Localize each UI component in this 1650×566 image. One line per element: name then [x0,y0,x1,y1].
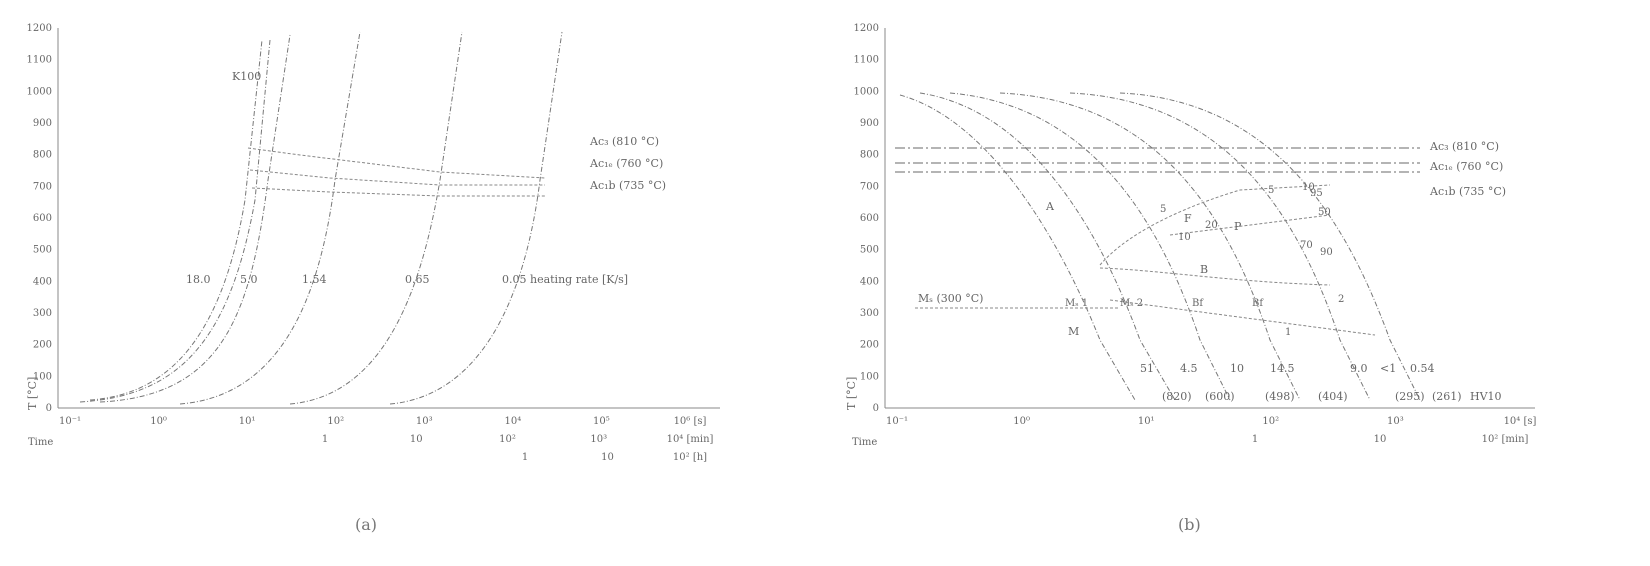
ac1b-label-a: Ac₁b (735 °C) [590,179,667,192]
x-ticks-seconds-b [886,416,1537,427]
transformation-percent: 1 [1285,327,1292,338]
y-tick-label: 1200 [26,23,52,34]
curve-0.65 [290,32,462,404]
marker-bf2: Bf [1252,298,1264,309]
cooling-curve-3 [950,93,1230,400]
transformation-percent: 2 [1338,294,1345,305]
cooling-curve-label: 10 [1230,362,1244,375]
y-tick-label: 100 [32,371,52,383]
hardness-value: HV10 [1470,390,1502,403]
y-tick-label: 200 [859,339,879,351]
y-tick-label: 800 [32,149,52,161]
x-tick-s: 10² [327,416,345,427]
y-tick-label: 1200 [853,23,879,34]
y-tick-label: 300 [32,308,52,319]
transformation-percents [1160,182,1344,338]
y-tick-label: 800 [859,149,879,161]
ms-label: Mₛ (300 °C) [918,292,984,305]
x-axis-label-b: Time [852,437,878,448]
y-ticks-a [27,23,52,414]
y-ticks-b [854,23,879,414]
chart-a [26,23,720,534]
region-F: F [1184,212,1192,225]
y-axis-label-b: T [°C] [845,376,858,410]
x-tick-min: 10² [min] [1481,434,1529,445]
marker-ms2: Mₛ 2 [1120,298,1144,309]
ac3-label-b: Ac₃ (810 °C) [1430,140,1500,153]
cooling-curve-label: 0.54 [1410,362,1435,375]
x-axis-label-a: Time [28,437,54,448]
x-tick-min: 10 [409,434,423,445]
caption-b: (b) [1178,515,1201,534]
label-k100: K100 [232,70,262,83]
x-tick-s: 10³ [1387,416,1404,427]
y-tick-label: 600 [32,213,52,224]
x-ticks-seconds-a [59,416,707,427]
transformation-percent: 50 [1318,207,1331,218]
transformation-percent: 10 [1178,232,1191,243]
region-B: B [1200,263,1209,276]
cooling-curve-label: <1 [1380,362,1397,375]
ac1e-trans-a [250,170,545,185]
curve-5 [100,35,290,402]
y-tick-label: 900 [32,118,52,129]
caption-a: (a) [355,515,378,534]
cooling-curve-labels [1140,362,1435,375]
y-tick-label: 100 [859,371,879,383]
y-tick-label: 400 [32,276,52,288]
x-tick-s: 10⁻¹ [58,416,82,427]
y-tick-label: 0 [872,403,879,414]
x-tick-s: 10¹ [1137,416,1155,427]
hardness-value: (600) [1205,390,1235,403]
ac3-trans-a [248,148,545,178]
cooling-curve-label: 14.5 [1270,362,1295,375]
x-tick-min: 10³ [590,434,608,445]
transformation-percent: 5 [1160,204,1167,215]
cooling-curve-label: 9.0 [1350,362,1368,375]
y-tick-label: 300 [859,308,879,319]
transformation-percent: 20 [1205,220,1218,231]
x-tick-s: 10⁴ [s] [1503,416,1537,427]
marker-bf1: Bf [1192,298,1204,309]
x-tick-s: 10¹ [238,416,256,427]
x-tick-min: 10⁴ [min] [666,434,714,445]
transformation-percent: 95 [1310,188,1323,199]
hardness-value: (498) [1265,390,1295,403]
ac3-label-a: Ac₃ (810 °C) [590,135,660,148]
y-axis-label-a: T [°C] [26,376,39,410]
y-tick-label: 0 [45,403,52,414]
label-18: 18.0 [186,273,211,286]
y-tick-label: 200 [32,339,52,351]
y-tick-label: 700 [859,181,879,193]
cooling-curve-2 [920,93,1175,400]
transformation-percent: 5 [1268,185,1275,196]
x-tick-s: 10⁰ [150,416,167,427]
y-tick-label: 500 [859,244,879,256]
chart-b [845,23,1537,534]
ac1e-label-a: Ac₁ₑ (760 °C) [590,157,664,170]
y-tick-label: 1100 [853,54,879,66]
label-0.65: 0.65 [405,273,430,286]
y-tick-label: 400 [859,276,879,288]
x-tick-s: 10⁵ [593,416,610,427]
ac1e-label-b: Ac₁ₑ (760 °C) [1430,160,1504,173]
x-ticks-minutes-b [1252,434,1529,445]
y-tick-label: 1100 [26,54,52,66]
ac1b-trans-a [252,188,545,196]
y-tick-label: 900 [859,118,879,129]
label-1.54: 1.54 [302,273,327,286]
x-tick-h: 1 [521,452,529,463]
x-tick-s: 10⁴ [504,416,522,427]
cooling-curve-6 [1120,93,1420,400]
x-tick-min: 1 [1251,434,1259,445]
curve-0.05 [390,32,562,404]
region-P: P [1234,220,1242,233]
x-tick-s: 10⁶ [s] [673,416,707,427]
x-tick-min: 10 [1373,434,1387,445]
x-tick-s: 10² [1262,416,1280,427]
hardness-value: (404) [1318,390,1348,403]
y-tick-label: 1000 [853,86,879,98]
hardness-value: (295) [1395,390,1425,403]
x-tick-h: 10² [h] [672,452,708,463]
x-tick-s: 10⁰ [1013,416,1030,427]
cooling-curve-4 [1000,93,1300,400]
marker-ms1: Mₛ 1 [1065,298,1089,309]
transformation-percent: 70 [1300,240,1313,251]
y-tick-label: 700 [32,181,52,193]
pearlite-line [1170,215,1330,235]
transformation-percent: 90 [1320,247,1333,258]
x-tick-min: 10² [499,434,516,445]
label-5: 5.0 [240,273,258,286]
ac1b-label-b: Ac₁b (735 °C) [1430,185,1507,198]
cooling-curve-label: 4.5 [1180,362,1198,375]
hardness-value: (261) [1432,390,1462,403]
region-M: M [1068,325,1080,338]
curve-1.54 [180,32,360,404]
x-tick-min: 1 [321,434,329,445]
bainite-line [1100,268,1330,285]
y-tick-label: 600 [859,213,879,224]
bf-line [1110,300,1375,335]
transformation-percent: 10 [1302,182,1315,193]
hardness-value: (820) [1162,390,1192,403]
hardness-values [1162,390,1502,403]
x-tick-h: 10 [601,452,614,463]
x-tick-s: 10³ [415,416,433,427]
cooling-curve-label: 51 [1140,362,1154,375]
label-0.05: 0.05 heating rate [K/s] [502,273,629,286]
x-tick-s: 10⁻¹ [885,416,909,427]
curve-k100 [90,40,262,400]
y-tick-label: 500 [32,244,52,256]
x-ticks-hours-a [522,452,707,463]
x-ticks-minutes-a [322,434,714,445]
region-A: A [1046,200,1054,213]
y-tick-label: 1000 [26,86,52,98]
